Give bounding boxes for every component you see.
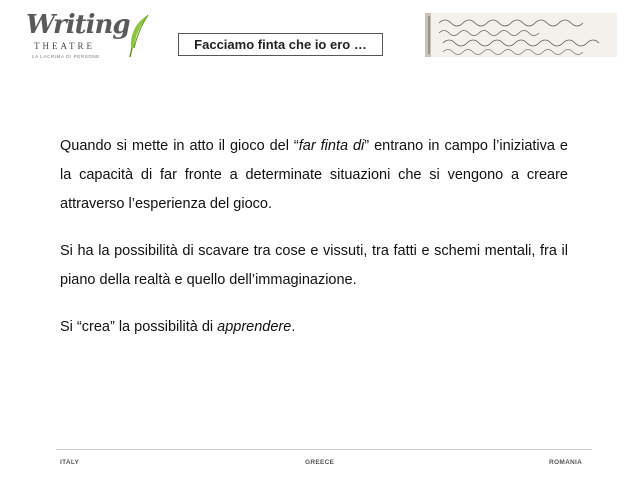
paragraph-3: Si “crea” la possibilità di apprendere.: [60, 319, 296, 335]
logo-script-text: Writing: [26, 10, 130, 40]
writing-theatre-logo: [24, 10, 152, 66]
slide-title: Facciamo finta che io ero …: [178, 33, 383, 56]
footer-italy: ITALY: [60, 459, 80, 466]
emphasis-apprendere: apprendere: [217, 319, 292, 335]
logo-tagline: LA LACRIMA DI PERSONE: [32, 54, 100, 59]
emphasis-far-finta-di: far finta di: [298, 138, 365, 154]
footer-romania: ROMANIA: [549, 459, 583, 466]
footer-divider: [56, 449, 592, 450]
paragraph-1: Quando si mette in atto il gioco del “far finta di” entrano in campo l’iniziativa e la capacità di far fronte a determinate situazioni che si vengono a creare attraverso l’esperienza del gioco.: [60, 138, 568, 212]
paragraph-2: Si ha la possibilità di scavare tra cose e vissuti, tra fatti e schemi mentali, fra il piano della realtà e quello dell’immaginazione.: [60, 243, 568, 288]
slide-body: [60, 132, 568, 360]
quill-pen-icon: [126, 14, 152, 58]
footer-greece: GREECE: [305, 459, 335, 466]
manuscript-image: [425, 13, 617, 57]
logo-theatre-text: THEATRE: [34, 41, 95, 51]
